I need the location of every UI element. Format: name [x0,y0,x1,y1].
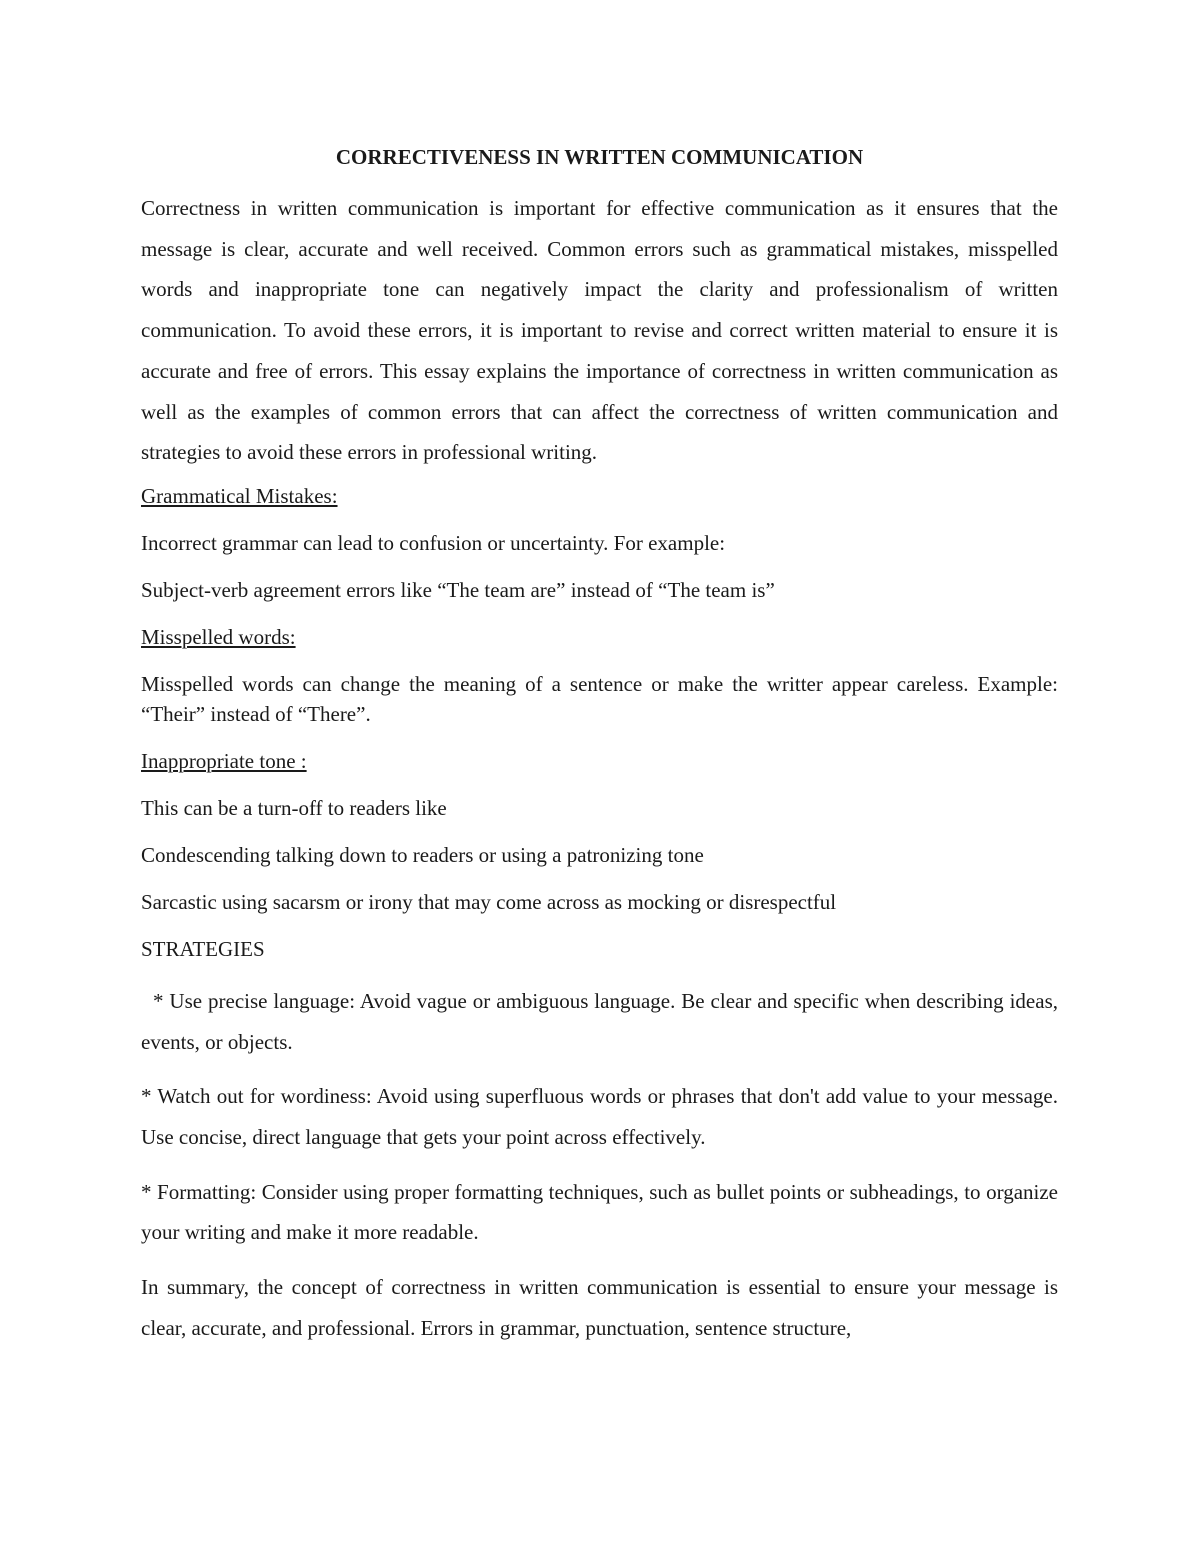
summary-paragraph: In summary, the concept of correctness in written communication is essential to ensure your message is clear, accurate, and professional. Errors in grammar, punctuation, sentence structure, [141,1275,1058,1340]
tone-line: This can be a turn-off to readers like [141,795,447,820]
tone-heading: Inappropriate tone : [141,748,307,773]
grammar-heading: Grammatical Mistakes: [141,483,338,508]
intro-paragraph: Correctness in written communication is important for effective communication as it ensures that the message is clear, accurate and well received. Common errors such as grammatical mistakes, misspelled words and inappropriate tone can negatively impact the clarity and professionalism of written communication. To avoid these errors, it is important to revise and correct written material to ensure it is accurate and free of errors. This essay explains the importance of correctness in written communication as well as the examples of common errors that can affect the correctness of written communication and strategies to avoid these errors in professional writing. [141,196,1058,465]
strategies-heading: STRATEGIES [141,936,265,961]
grammar-example: Subject-verb agreement errors like “The team are” instead of “The team is” [141,577,775,602]
strategy-item: * Formatting: Consider using proper formatting techniques, such as bullet points or subheadings, to organize your writing and make it more readable. [141,1179,1058,1245]
strategy-item: * Watch out for wordiness: Avoid using superfluous words or phrases that don't add value to your message. Use concise, direct language that gets your point across effectively. [141,1084,1058,1150]
tone-line: Condescending talking down to readers or using a patronizing tone [141,842,704,867]
document-body [141,140,1058,1357]
document-title: CORRECTIVENESS IN WRITTEN COMMUNICATION [335,145,864,169]
grammar-text: Incorrect grammar can lead to confusion or uncertainty. For example: [141,530,726,555]
strategy-item: * Use precise language: Avoid vague or ambiguous language. Be clear and specific when describing ideas, events, or objects. [141,988,1058,1054]
spelling-text: Misspelled words can change the meaning of a sentence or make the writter appear careless. Example: “Their” instead of “There”. [141,671,1058,726]
spelling-heading: Misspelled words: [141,624,296,649]
tone-line: Sarcastic using sacarsm or irony that may come across as mocking or disrespectful [141,889,837,914]
